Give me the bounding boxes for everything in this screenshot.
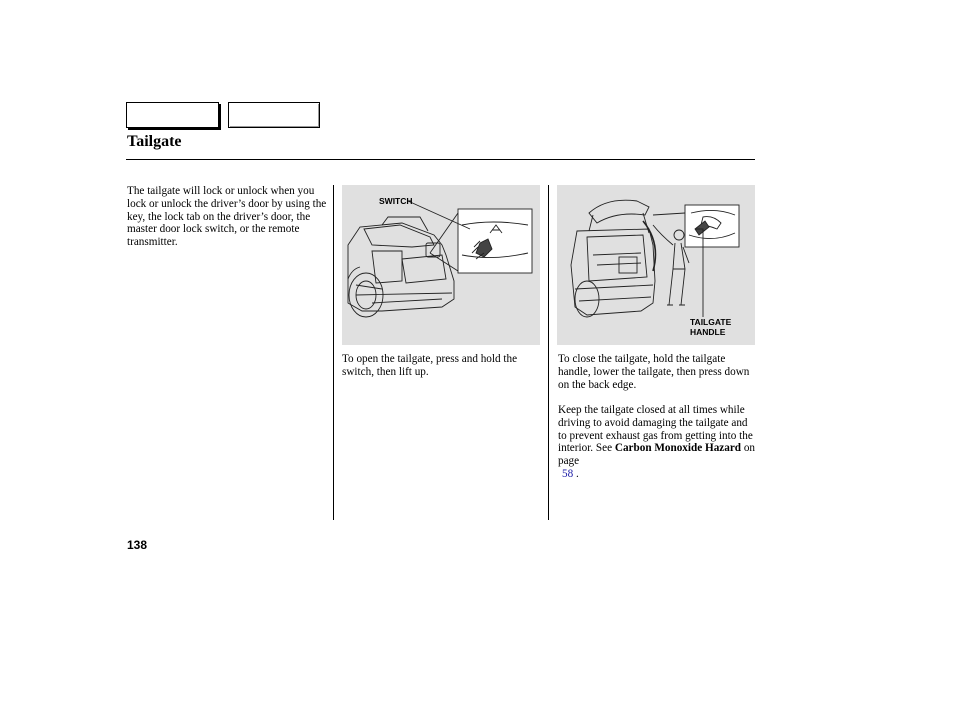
intro-paragraph: The tailgate will lock or unlock when you lock or unlock the driver’s door by using the key, the lock tab on the driver’s door, the master door lock switch, or the remote transmitter.: [127, 185, 327, 249]
column-divider-right: [548, 185, 549, 520]
close-instructions: To close the tailgate, hold the tailgate handle, lower the tailgate, then press down on the back edge.: [558, 353, 750, 391]
previous-page-button[interactable]: [126, 102, 219, 128]
tailgate-switch-figure: [342, 185, 540, 345]
open-instructions: To open the tailgate, press and hold the switch, then lift up.: [342, 353, 518, 378]
keep-closed-text: Keep the tailgate closed at all times while driving to avoid damaging the tailgate and to prevent exhaust gas from getting into the interior. See: [558, 404, 753, 455]
tailgate-handle-label-line1: TAILGATE: [690, 317, 732, 327]
next-page-button[interactable]: [228, 102, 320, 128]
title-divider: [126, 159, 755, 160]
keep-closed-paragraph: [558, 404, 756, 481]
reference-suffix: on page: [558, 442, 756, 468]
page-number: 138: [127, 538, 148, 552]
tailgate-handle-callout-label: [690, 317, 731, 337]
switch-callout-label: SWITCH: [379, 196, 413, 206]
carbon-monoxide-reference: Carbon Monoxide Hazard: [614, 442, 742, 455]
page-title: Tailgate: [127, 133, 182, 150]
column-divider-left: [333, 185, 334, 520]
page-58-link[interactable]: 58: [562, 467, 574, 480]
reference-end: .: [575, 467, 579, 480]
car-rear-illustration: [342, 185, 540, 345]
tailgate-handle-figure: [557, 185, 755, 345]
tailgate-handle-label-line2: HANDLE: [690, 327, 726, 337]
